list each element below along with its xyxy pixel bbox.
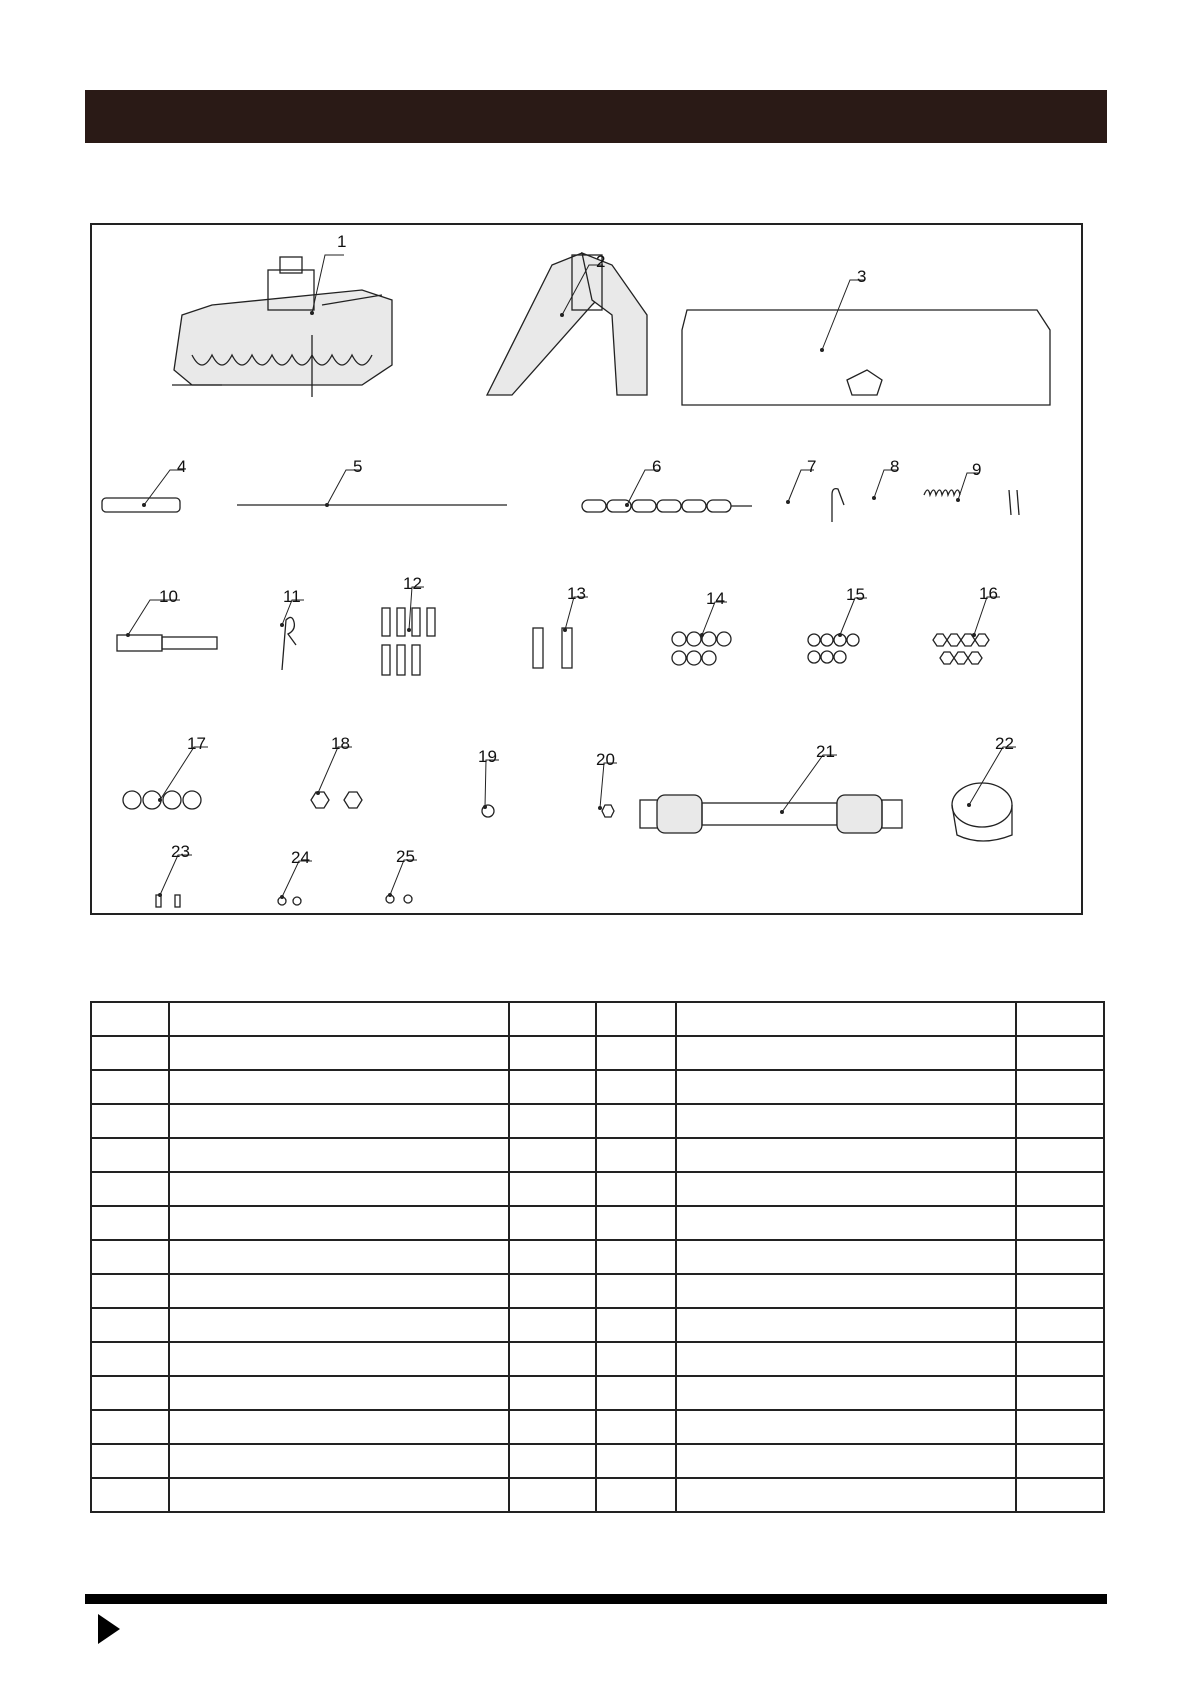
callout-7: 7: [807, 457, 817, 476]
table-cell: [509, 1342, 596, 1376]
table-cell: [509, 1172, 596, 1206]
table-cell: [676, 1410, 1016, 1444]
table-cell: [596, 1444, 676, 1478]
callout-1: 1: [337, 232, 347, 251]
table-cell: [676, 1036, 1016, 1070]
table-cell: [1016, 1138, 1104, 1172]
table-cell: [91, 1206, 169, 1240]
callout-16: 16: [979, 584, 998, 603]
table-cell: [596, 1138, 676, 1172]
table-cell: [676, 1376, 1016, 1410]
table-cell: [509, 1478, 596, 1512]
callout-5: 5: [353, 457, 363, 476]
table-cell: [509, 1104, 596, 1138]
table-cell: [91, 1070, 169, 1104]
table-cell: [596, 1070, 676, 1104]
table-cell: [1016, 1240, 1104, 1274]
table-cell: [91, 1172, 169, 1206]
table-cell: [676, 1070, 1016, 1104]
table-cell: [676, 1002, 1016, 1036]
part-16-nuts-drawing: [933, 634, 989, 664]
table-cell: [676, 1342, 1016, 1376]
table-cell: [509, 1240, 596, 1274]
table-cell: [169, 1138, 509, 1172]
table-cell: [91, 1138, 169, 1172]
table-row: [91, 1342, 1104, 1376]
part-7-hook-drawing: [832, 489, 844, 522]
table-row: [91, 1138, 1104, 1172]
table-cell: [1016, 1002, 1104, 1036]
callout-22: 22: [995, 734, 1014, 753]
table-cell: [676, 1240, 1016, 1274]
callout-13: 13: [567, 584, 586, 603]
part-12-bolts-drawing: [382, 608, 435, 675]
part-20-nut-drawing: [602, 805, 614, 817]
table-cell: [169, 1002, 509, 1036]
part-10-shaft-drawing: [117, 635, 217, 651]
part-21-ptoshaft-drawing: [640, 795, 902, 833]
table-cell: [169, 1274, 509, 1308]
part-8-spring-drawing: [924, 490, 960, 495]
table-cell: [91, 1274, 169, 1308]
part-15-lockwashers-drawing: [808, 634, 859, 663]
table-cell: [509, 1376, 596, 1410]
callout-9: 9: [972, 460, 982, 479]
table-cell: [596, 1410, 676, 1444]
table-row: [91, 1410, 1104, 1444]
table-cell: [676, 1104, 1016, 1138]
table-cell: [91, 1002, 169, 1036]
table-cell: [1016, 1070, 1104, 1104]
table-cell: [169, 1376, 509, 1410]
callout-10: 10: [159, 587, 178, 606]
callout-19: 19: [478, 747, 497, 766]
part-22-shieldcone-drawing: [952, 783, 1012, 841]
table-cell: [676, 1444, 1016, 1478]
table-row: [91, 1206, 1104, 1240]
table-cell: [169, 1172, 509, 1206]
table-cell: [676, 1308, 1016, 1342]
table-cell: [1016, 1410, 1104, 1444]
table-cell: [169, 1206, 509, 1240]
table-cell: [91, 1240, 169, 1274]
parts-table: [90, 1001, 1105, 1513]
table-cell: [596, 1274, 676, 1308]
table-row: [91, 1240, 1104, 1274]
callout-15: 15: [846, 585, 865, 604]
table-cell: [596, 1036, 676, 1070]
table-cell: [91, 1478, 169, 1512]
table-cell: [596, 1172, 676, 1206]
table-cell: [596, 1342, 676, 1376]
table-cell: [1016, 1172, 1104, 1206]
table-cell: [1016, 1376, 1104, 1410]
table-cell: [1016, 1444, 1104, 1478]
table-row: [91, 1444, 1104, 1478]
table-cell: [1016, 1478, 1104, 1512]
table-cell: [91, 1308, 169, 1342]
table-row: [91, 1274, 1104, 1308]
table-cell: [169, 1104, 509, 1138]
table-cell: [596, 1376, 676, 1410]
table-cell: [509, 1410, 596, 1444]
table-cell: [1016, 1308, 1104, 1342]
part-11-rclip-drawing: [282, 617, 296, 670]
footer-bar: [85, 1594, 1107, 1604]
table-cell: [1016, 1036, 1104, 1070]
callout-11: 11: [283, 587, 301, 606]
table-cell: [676, 1206, 1016, 1240]
callout-14: 14: [706, 589, 725, 608]
table-cell: [509, 1138, 596, 1172]
table-cell: [1016, 1104, 1104, 1138]
callout-8: 8: [890, 457, 900, 476]
table-cell: [1016, 1274, 1104, 1308]
table-row: [91, 1036, 1104, 1070]
table-cell: [596, 1002, 676, 1036]
callout-23: 23: [171, 842, 190, 861]
part-1-tiller-drawing: [172, 257, 392, 397]
table-cell: [509, 1036, 596, 1070]
callout-24: 24: [291, 848, 310, 867]
table-cell: [596, 1240, 676, 1274]
callout-3: 3: [857, 267, 867, 286]
play-triangle-icon: [98, 1614, 120, 1644]
callout-12: 12: [403, 574, 422, 593]
table-row: [91, 1172, 1104, 1206]
table-cell: [169, 1410, 509, 1444]
table-cell: [91, 1410, 169, 1444]
table-cell: [169, 1308, 509, 1342]
part-6-chain-drawing: [582, 500, 752, 512]
callout-25: 25: [396, 847, 415, 866]
callout-20: 20: [596, 750, 615, 769]
part-2-aframe-drawing: [487, 253, 647, 395]
table-cell: [509, 1206, 596, 1240]
table-cell: [169, 1444, 509, 1478]
table-cell: [91, 1376, 169, 1410]
table-cell: [1016, 1342, 1104, 1376]
table-cell: [509, 1002, 596, 1036]
table-cell: [169, 1478, 509, 1512]
callout-18: 18: [331, 734, 350, 753]
part-4-plate-drawing: [102, 498, 180, 512]
table-row: [91, 1376, 1104, 1410]
callout-4: 4: [177, 457, 187, 476]
table-cell: [169, 1342, 509, 1376]
part-13-pins-drawing: [533, 628, 572, 668]
callout-17: 17: [187, 734, 206, 753]
table-cell: [596, 1104, 676, 1138]
table-row: [91, 1478, 1104, 1512]
table-cell: [169, 1240, 509, 1274]
table-cell: [169, 1070, 509, 1104]
table-cell: [596, 1478, 676, 1512]
part-9-cotterpin-drawing: [1009, 490, 1019, 515]
parts-drawing: [92, 225, 1081, 913]
table-cell: [676, 1172, 1016, 1206]
callout-21: 21: [816, 742, 835, 761]
table-row: [91, 1104, 1104, 1138]
table-row: [91, 1002, 1104, 1036]
table-cell: [676, 1138, 1016, 1172]
table-cell: [1016, 1206, 1104, 1240]
table-cell: [91, 1342, 169, 1376]
table-cell: [91, 1104, 169, 1138]
part-3-shield-drawing: [682, 310, 1050, 405]
header-bar: [85, 90, 1107, 143]
table-cell: [509, 1308, 596, 1342]
table-cell: [509, 1444, 596, 1478]
table-cell: [596, 1308, 676, 1342]
table-cell: [676, 1274, 1016, 1308]
table-cell: [509, 1274, 596, 1308]
table-cell: [596, 1206, 676, 1240]
table-cell: [91, 1036, 169, 1070]
callout-2: 2: [596, 252, 606, 271]
table-cell: [676, 1478, 1016, 1512]
table-row: [91, 1070, 1104, 1104]
table-row: [91, 1308, 1104, 1342]
table-cell: [91, 1444, 169, 1478]
parts-figure: [90, 223, 1083, 915]
part-14-washers-drawing: [672, 632, 731, 665]
table-cell: [169, 1036, 509, 1070]
callout-6: 6: [652, 457, 662, 476]
table-cell: [509, 1070, 596, 1104]
